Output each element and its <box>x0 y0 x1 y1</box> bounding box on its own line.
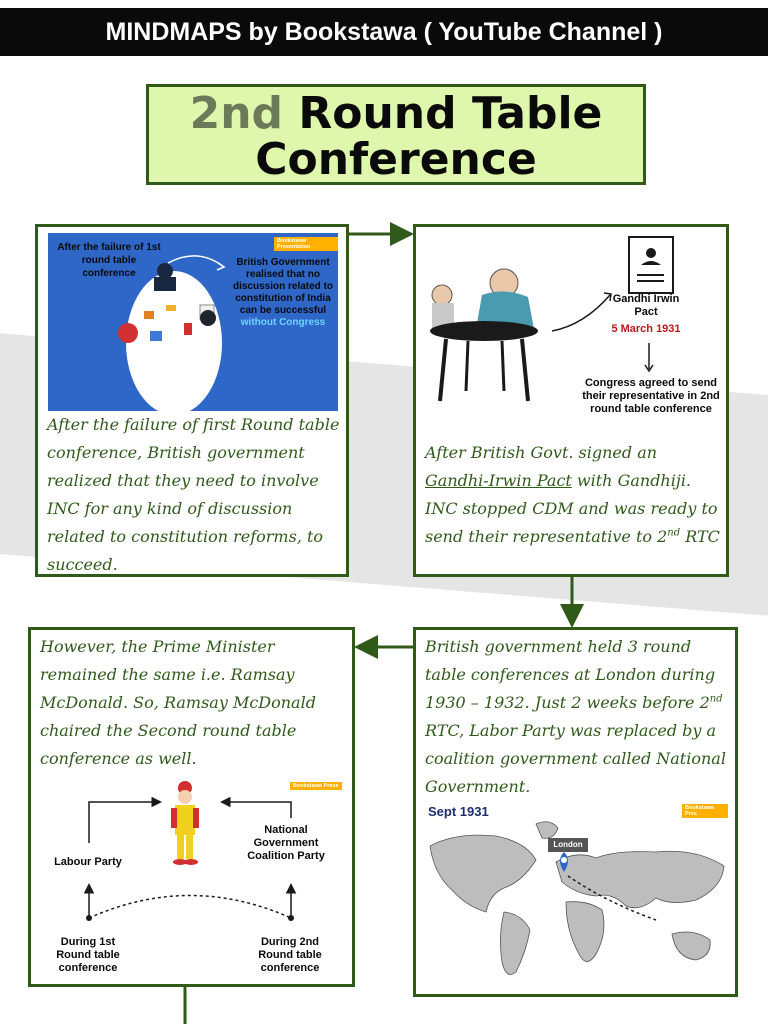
mindmap-box-gandhi-irwin <box>413 224 729 577</box>
title-line-2: Conference <box>255 134 537 185</box>
world-map-drawing <box>426 802 728 986</box>
box-text-part: RTC <box>680 527 720 546</box>
image-label-highlight: without Congress <box>240 317 326 328</box>
box-text <box>425 633 735 801</box>
box-text: However, the Prime Minister remained the same i.e. Ramsay McDonald. So, Ramsay McDonald chaired the Second round table conference as well. <box>40 637 316 768</box>
diagram-label-labour: Labour Party <box>54 856 122 868</box>
box-text-part: with Gandhiji. INC stopped CDM and was ready to send their representative to 2 <box>425 471 718 546</box>
brand-tag: Bookstawa Prese <box>290 782 342 790</box>
image-label-failure: After the failure of 1st round table conference <box>57 242 161 279</box>
map-city-label: London <box>553 840 583 849</box>
header-banner: MINDMAPS by Bookstawa ( YouTube Channel ) <box>0 8 768 56</box>
illustration-round-table <box>48 233 338 411</box>
box-text: After the failure of first Round table conference, British government realized that they need to involve INC for any kind of discussion related to constitution reforms, to succeed. <box>47 415 340 574</box>
mindmap-box-coalition <box>413 627 738 997</box>
image-label-british-gov-text: British Government realised that no discussion related to constitution of India can be successful <box>232 257 334 316</box>
title-part-2: Round Table <box>283 88 603 139</box>
brand-tag: Bookstawa Presentation <box>274 237 338 251</box>
diagram-label-second-rtc: During 2nd Round table conference <box>258 936 322 974</box>
mindmap-box-prime-minister <box>28 627 355 987</box>
box-text-pact-name: Gandhi-Irwin Pact <box>425 471 572 490</box>
title-part-1: 2nd <box>189 88 284 139</box>
image-label-pact: Gandhi Irwin Pact <box>612 293 680 318</box>
box-text-superscript: nd <box>709 693 723 705</box>
box-text-superscript: nd <box>667 527 681 539</box>
box-text-part: After British Govt. signed an <box>425 443 658 462</box>
map-date: Sept 1931 <box>428 804 489 819</box>
diagram-label-first-rtc: During 1st Round table conference <box>56 936 120 974</box>
image-label-pact-date: 5 March 1931 <box>611 323 681 335</box>
image-label-congress-agreed: Congress agreed to send their representative in 2nd round table conference <box>582 377 720 415</box>
box-text-part: RTC, Labor Party was replaced by a coalition government called National Government. <box>425 721 726 796</box>
round-table-drawing <box>48 233 338 411</box>
page-title <box>146 84 646 185</box>
diagram-label-national-gov: National Government Coalition Party <box>247 824 325 862</box>
world-map <box>426 802 728 986</box>
brand-tag: Bookstawa Pres <box>682 804 728 818</box>
box-text-part: British government held 3 round table conferences at London during 1930 – 1932. Just 2 weeks before 2 <box>425 637 716 712</box>
mindmap-box-failure <box>35 224 349 577</box>
box-text <box>425 439 723 551</box>
